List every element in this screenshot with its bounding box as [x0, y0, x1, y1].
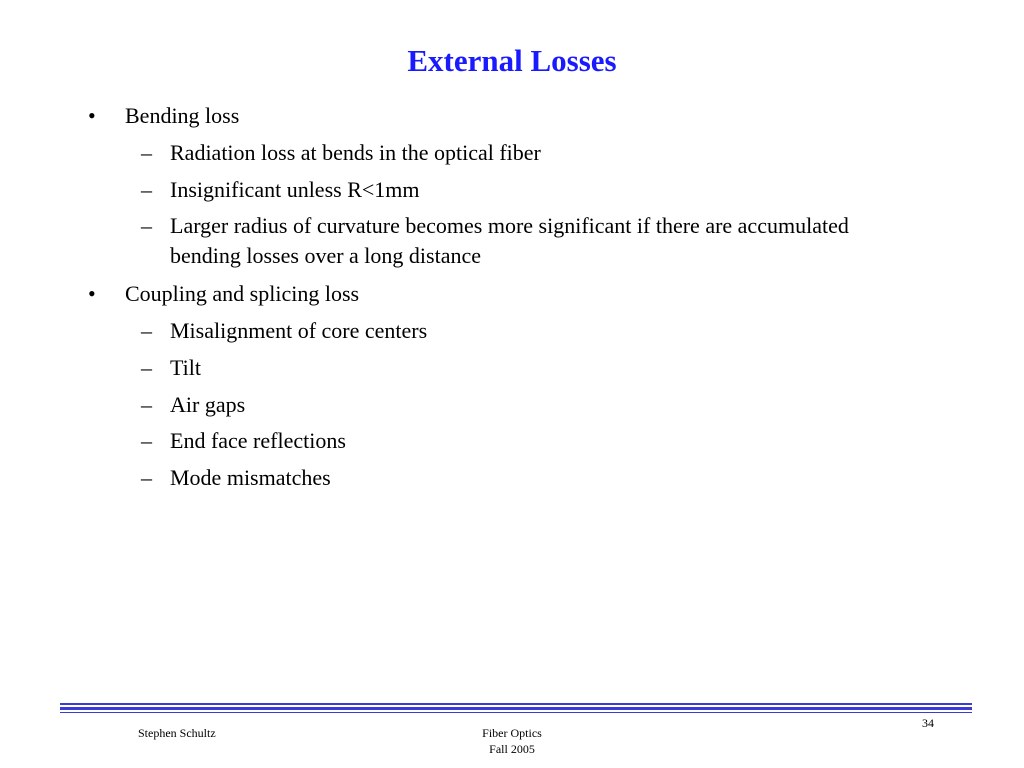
sub-bullet-text: Misalignment of core centers — [170, 318, 428, 343]
footer-rule-line — [60, 707, 972, 710]
sub-bullet-text: Tilt — [170, 355, 202, 380]
bullet-item — [0, 101, 1024, 131]
sub-bullet-item — [0, 316, 1024, 346]
sub-bullet-item — [0, 353, 1024, 383]
footer-rule-line — [60, 712, 972, 713]
sub-bullet-text: Radiation loss at bends in the optical fiber — [170, 140, 541, 165]
page-number: 34 — [922, 716, 934, 730]
sub-bullet-item — [0, 426, 1024, 456]
footer-author: Stephen Schultz — [138, 726, 216, 740]
dash-marker: – — [141, 140, 152, 165]
dash-marker: – — [141, 318, 152, 343]
footer-term: Fall 2005 — [489, 742, 535, 756]
sub-bullet-text: Air gaps — [170, 392, 246, 417]
sub-bullet-item — [0, 463, 1024, 493]
footer-rule-line — [60, 703, 972, 705]
sub-bullet-item — [0, 390, 1024, 420]
bullet-marker: • — [88, 281, 96, 306]
sub-bullet-text: Insignificant unless R<1mm — [170, 177, 420, 202]
slide-title: External Losses — [407, 43, 617, 78]
dash-marker: – — [141, 177, 152, 202]
dash-marker: – — [141, 428, 152, 453]
dash-marker: – — [141, 392, 152, 417]
sub-bullet-item — [0, 211, 1024, 271]
bullet-item — [0, 279, 1024, 309]
dash-marker: – — [141, 465, 152, 490]
footer-course: Fiber Optics — [482, 726, 542, 740]
sub-bullet-text: Larger radius of curvature becomes more significant if there are accumulated bending losses over a long distance — [170, 213, 849, 268]
bullet-text: Coupling and splicing loss — [125, 281, 360, 306]
bullet-text: Bending loss — [125, 103, 240, 128]
bullet-marker: • — [88, 103, 96, 128]
sub-bullet-text: End face reflections — [170, 428, 346, 453]
sub-bullet-text: Mode mismatches — [170, 465, 331, 490]
dash-marker: – — [141, 355, 152, 380]
dash-marker: – — [141, 213, 152, 238]
sub-bullet-item — [0, 175, 1024, 205]
sub-bullet-item — [0, 138, 1024, 168]
